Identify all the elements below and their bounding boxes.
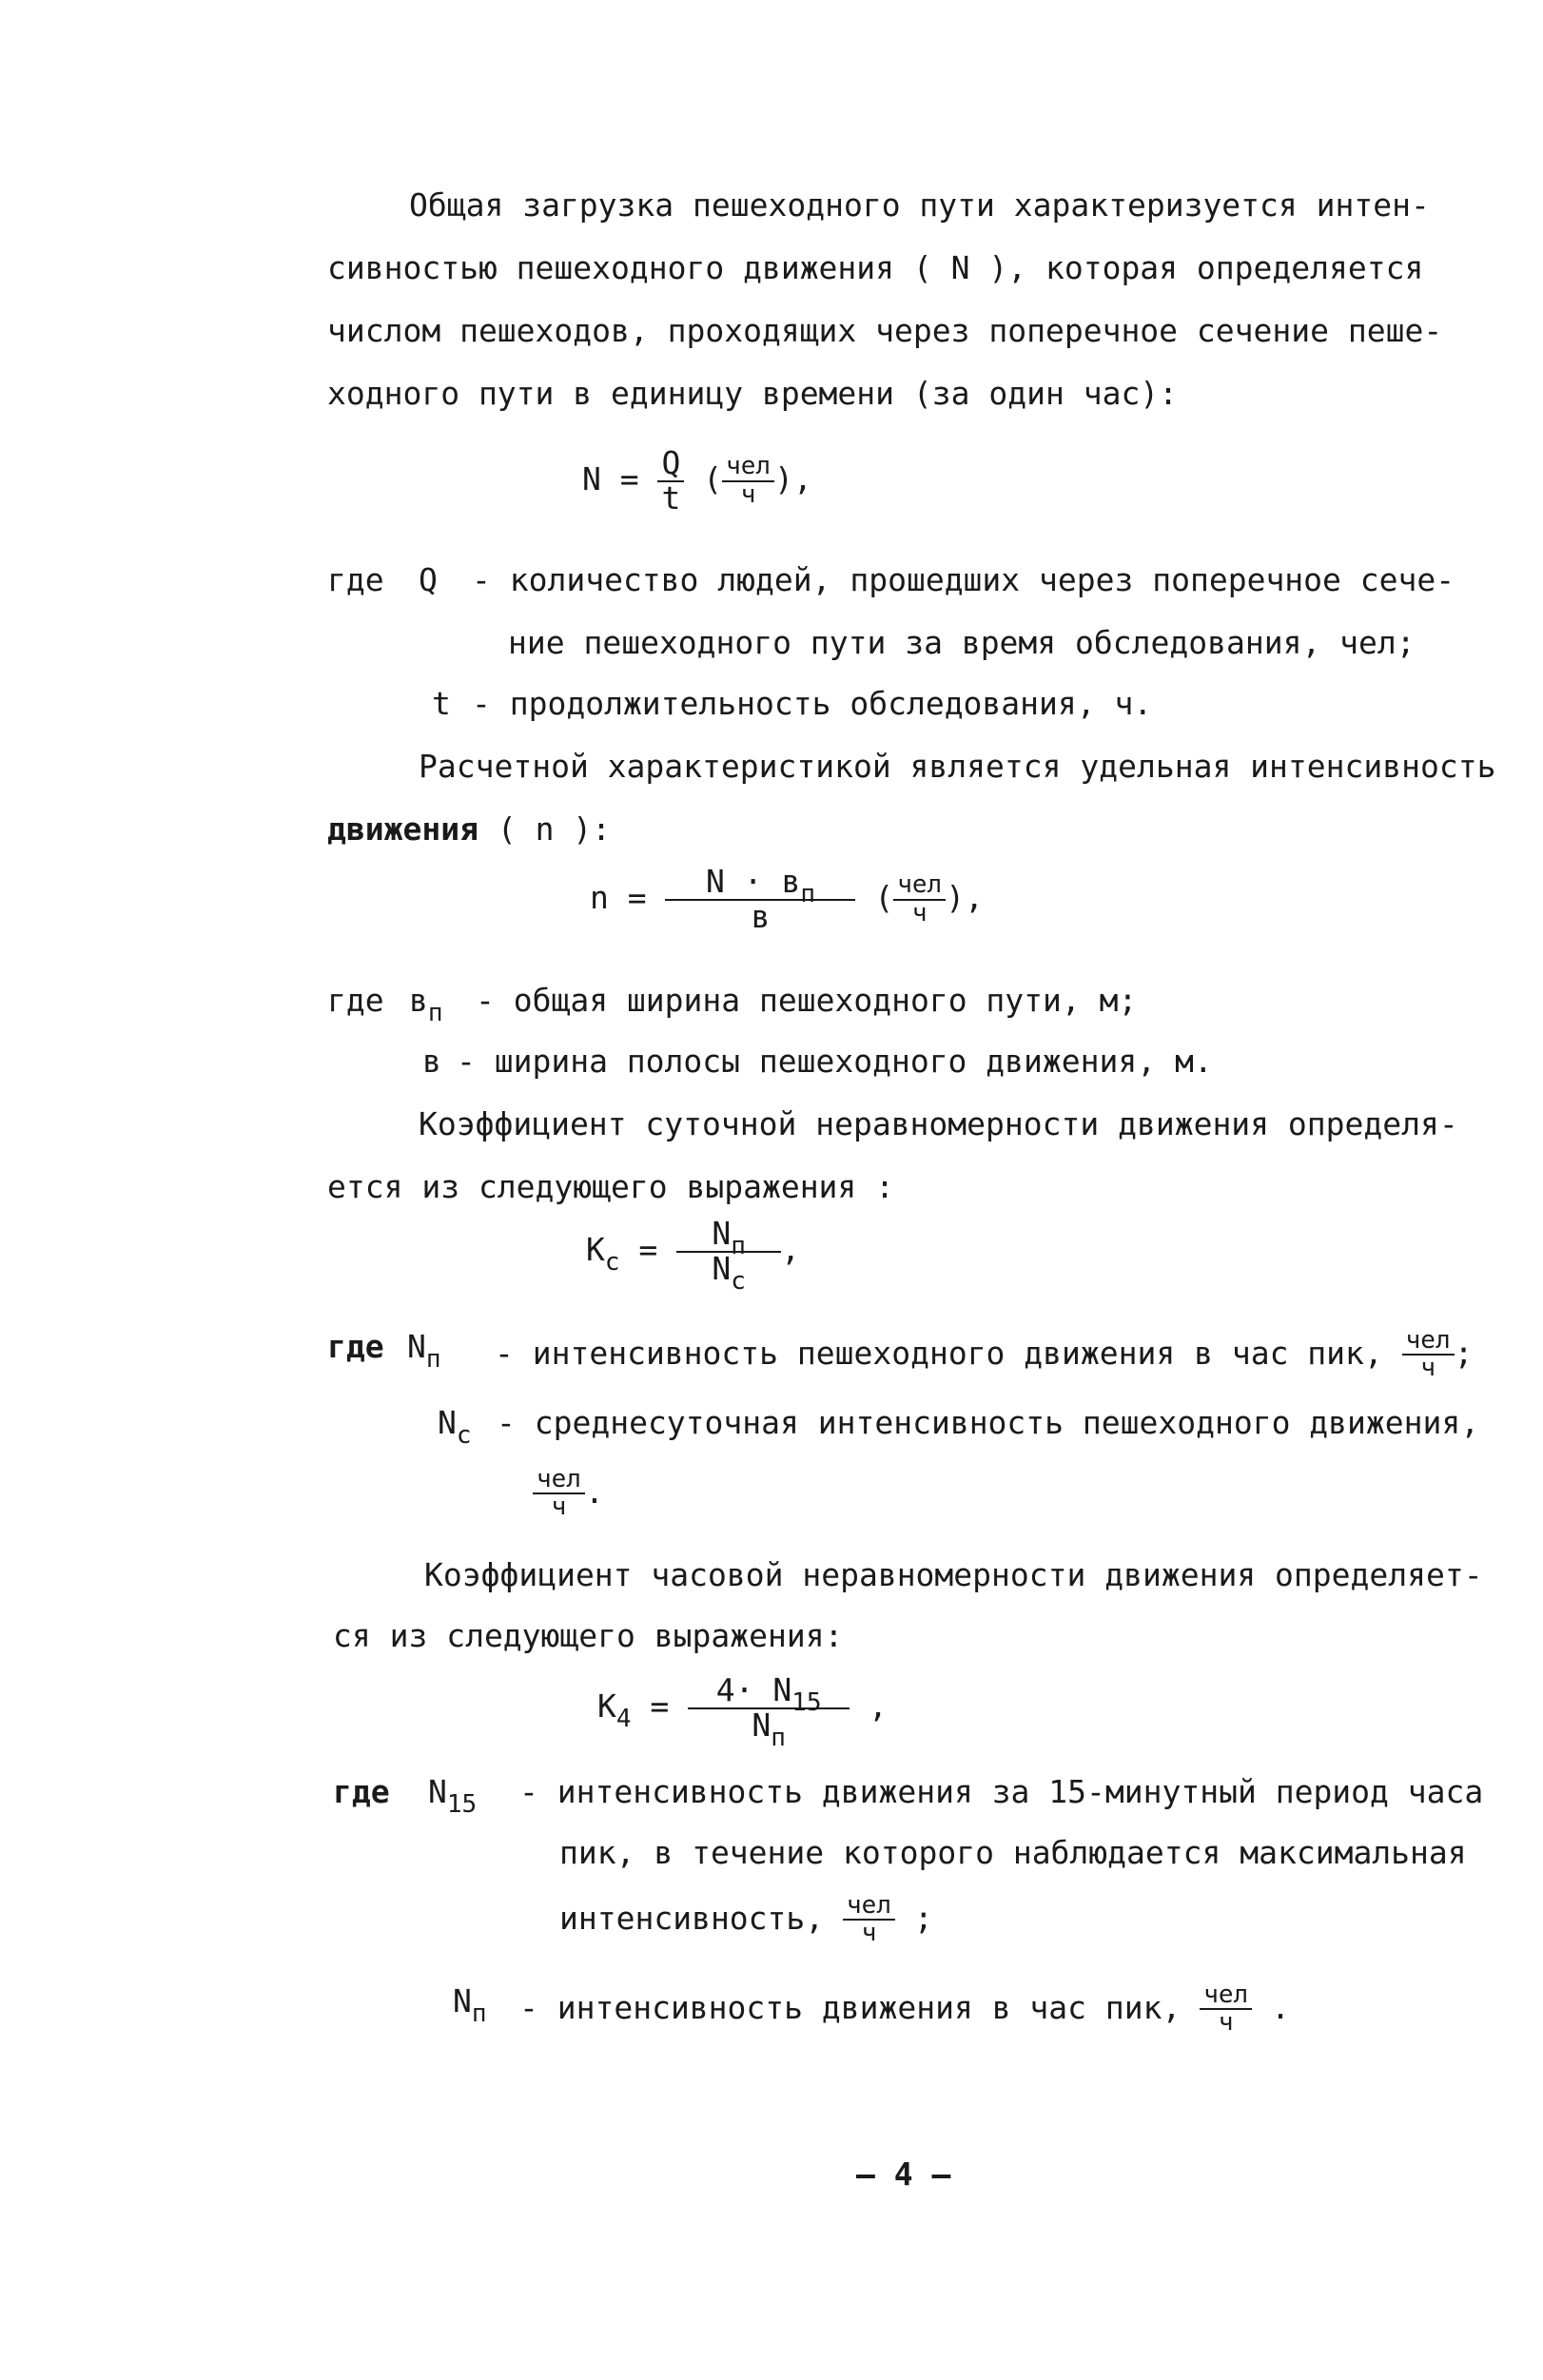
symbol-sub: п: [425, 1345, 441, 1374]
definition-t: - продолжительность обследования, ч.: [472, 685, 1153, 722]
formula-2-lhs: n =: [590, 879, 647, 917]
definition-n-c-unit: [533, 1467, 604, 1521]
formula-2-numerator: [665, 863, 855, 908]
numerator-main: N: [712, 1215, 732, 1252]
definition-text: интенсивность,: [559, 1899, 825, 1937]
definition-b: - ширина полосы пешеходного движения, м.: [457, 1043, 1213, 1080]
formula-4-denominator: [688, 1706, 850, 1752]
formula-4-lhs: [597, 1687, 632, 1734]
unit-denominator: ч: [843, 1919, 895, 1946]
symbol-n-c: [438, 1404, 472, 1450]
numerator-main: 4· N: [715, 1671, 792, 1708]
paragraph-4-line-2: ся из следующего выражения:: [333, 1617, 844, 1654]
definition-end: ;: [1454, 1334, 1474, 1372]
symbol-b: в: [422, 1043, 441, 1080]
symbol-main: N: [407, 1328, 426, 1365]
numerator-main: N · в: [705, 863, 801, 900]
symbol-n-15: [428, 1773, 478, 1819]
paragraph-4-line-1: Коэффициент часовой неравномерности движения определяет-: [424, 1556, 1483, 1593]
definition-end: ;: [913, 1899, 933, 1937]
symbol-n-p: [407, 1328, 441, 1374]
unit-fraction: [1402, 1328, 1455, 1382]
definition-n-15-line-2: пик, в течение которого наблюдается максимальная: [559, 1834, 1467, 1871]
formula-1-tail: ),: [774, 460, 812, 498]
formula-1-lhs: N =: [582, 460, 639, 498]
unit-denominator: ч: [1402, 1354, 1455, 1381]
formula-2-tail: ),: [946, 879, 984, 917]
formula-3-fraction: [676, 1215, 781, 1296]
formula-1-denominator: t: [657, 480, 684, 516]
equals-sign: =: [638, 1231, 658, 1269]
where-label: где: [333, 1773, 390, 1810]
symbol-main: N: [438, 1404, 457, 1441]
formula-4-numerator: [688, 1671, 850, 1717]
unit-denominator: ч: [722, 480, 774, 508]
denominator-sub: c: [731, 1266, 746, 1296]
paragraph-1-line-3: числом пешеходов, проходящих через поперечное сечение пеше-: [327, 312, 1443, 349]
where-label: где: [327, 561, 384, 598]
definition-end: .: [1271, 1988, 1290, 2026]
numerator-sub: п: [731, 1232, 746, 1260]
definition-text: - интенсивность движения в час пик,: [519, 1988, 1182, 2026]
where-label: где: [327, 1328, 384, 1365]
numerator-sub: п: [800, 880, 815, 908]
formula-2-denominator: в: [665, 899, 855, 934]
numerator-sub: 15: [791, 1688, 822, 1717]
formula-3-denominator: [676, 1249, 781, 1296]
formula-4-tail: ,: [869, 1687, 888, 1726]
lhs-sub: 4: [615, 1705, 632, 1734]
unit-fraction: [1200, 1982, 1252, 2037]
symbol-sub: п: [427, 999, 443, 1027]
paragraph-1-line-1: Общая загрузка пешеходного пути характеризуется интен-: [409, 186, 1430, 224]
unit-numerator: чел: [1203, 1980, 1249, 2009]
paragraph-1-line-4: ходного пути в единицу времени (за один час):: [327, 375, 1179, 412]
formula-daily-coefficient: [586, 1215, 801, 1296]
symbol-b-p: [409, 982, 443, 1027]
formula-4-fraction: [688, 1671, 850, 1752]
formula-3-lhs: [586, 1231, 620, 1278]
lhs-main: K: [597, 1687, 616, 1726]
definition-n-p: [495, 1328, 1474, 1382]
definition-b-p: - общая ширина пешеходного пути, м;: [476, 982, 1138, 1019]
paragraph-1-line-2: сивностью пешеходного движения ( N ), которая определяется: [327, 249, 1424, 286]
definition-text: - интенсивность пешеходного движения в час пик,: [495, 1334, 1383, 1372]
symbol-t: t: [432, 685, 451, 722]
formula-2-unit: [893, 872, 946, 927]
denominator-sub: п: [771, 1723, 786, 1752]
unit-numerator: чел: [537, 1465, 581, 1493]
lhs-sub: c: [604, 1248, 620, 1278]
formula-specific-intensity: n = $\frac{N \cdot в_п}{в}$ ( $\frac{\text{чел}}{ч}$ ),: [590, 863, 984, 935]
formula-1-fraction: [657, 444, 684, 517]
symbol-main: N: [453, 1982, 472, 2019]
symbol-main: N: [428, 1773, 447, 1810]
lhs-main: K: [586, 1231, 605, 1269]
formula-1-unit: [722, 454, 774, 508]
definition-q-line-1: - количество людей, прошедших через поперечное сече-: [472, 561, 1455, 598]
unit-denominator: ч: [533, 1492, 585, 1520]
unit-denominator: ч: [1200, 2008, 1252, 2036]
denominator-main: N: [752, 1706, 772, 1744]
definition-end: .: [584, 1473, 604, 1511]
unit-denominator: ч: [893, 899, 946, 927]
symbol-q: Q: [419, 561, 438, 598]
formula-3-tail: ,: [781, 1231, 801, 1269]
paragraph-2-rest: ( n ):: [497, 810, 612, 848]
where-label: где: [327, 982, 384, 1019]
definition-n-15-line-3: [559, 1893, 933, 1947]
symbol-sub: c: [456, 1421, 472, 1450]
unit-fraction: [533, 1467, 585, 1521]
formula-2-fraction: [665, 863, 855, 935]
definition-n-p-2: [519, 1982, 1290, 2037]
symbol-n-p-2: [453, 1982, 487, 2028]
symbol-sub: п: [471, 2000, 487, 2028]
formula-hourly-coefficient: [597, 1671, 888, 1752]
paragraph-2-line-2: [327, 810, 611, 848]
equals-sign: =: [650, 1687, 670, 1726]
page-number: — 4 —: [856, 2156, 951, 2193]
unit-fraction: [843, 1893, 895, 1947]
definition-n-c: - среднесуточная интенсивность пешеходного движения,: [497, 1404, 1480, 1441]
symbol-main: в: [409, 982, 428, 1019]
formula-intensity: N = $\frac{Q}{t}$ ( $\frac{\text{чел}}{ч}$ ),: [582, 444, 812, 517]
paragraph-2-line-1: Расчетной характеристикой является удельная интенсивность: [419, 748, 1496, 785]
paragraph-3-line-1: Коэффициент суточной неравномерности движения определя-: [419, 1105, 1458, 1142]
definition-n-15-line-1: - интенсивность движения за 15-минутный период часа: [519, 1773, 1484, 1810]
denominator-main: N: [712, 1249, 732, 1287]
unit-numerator: чел: [897, 870, 943, 900]
formula-3-numerator: [676, 1215, 781, 1260]
paragraph-3-line-2: ется из следующего выражения :: [327, 1168, 895, 1205]
formula-1-numerator: Q: [661, 444, 681, 481]
unit-numerator: чел: [726, 452, 772, 481]
unit-numerator: чел: [847, 1891, 891, 1920]
definition-q-line-2: ние пешеходного пути за время обследования, чел;: [508, 624, 1416, 661]
paragraph-2-bold-word: движения: [327, 810, 479, 848]
unit-numerator: чел: [1405, 1326, 1451, 1355]
symbol-sub: 15: [446, 1790, 478, 1819]
